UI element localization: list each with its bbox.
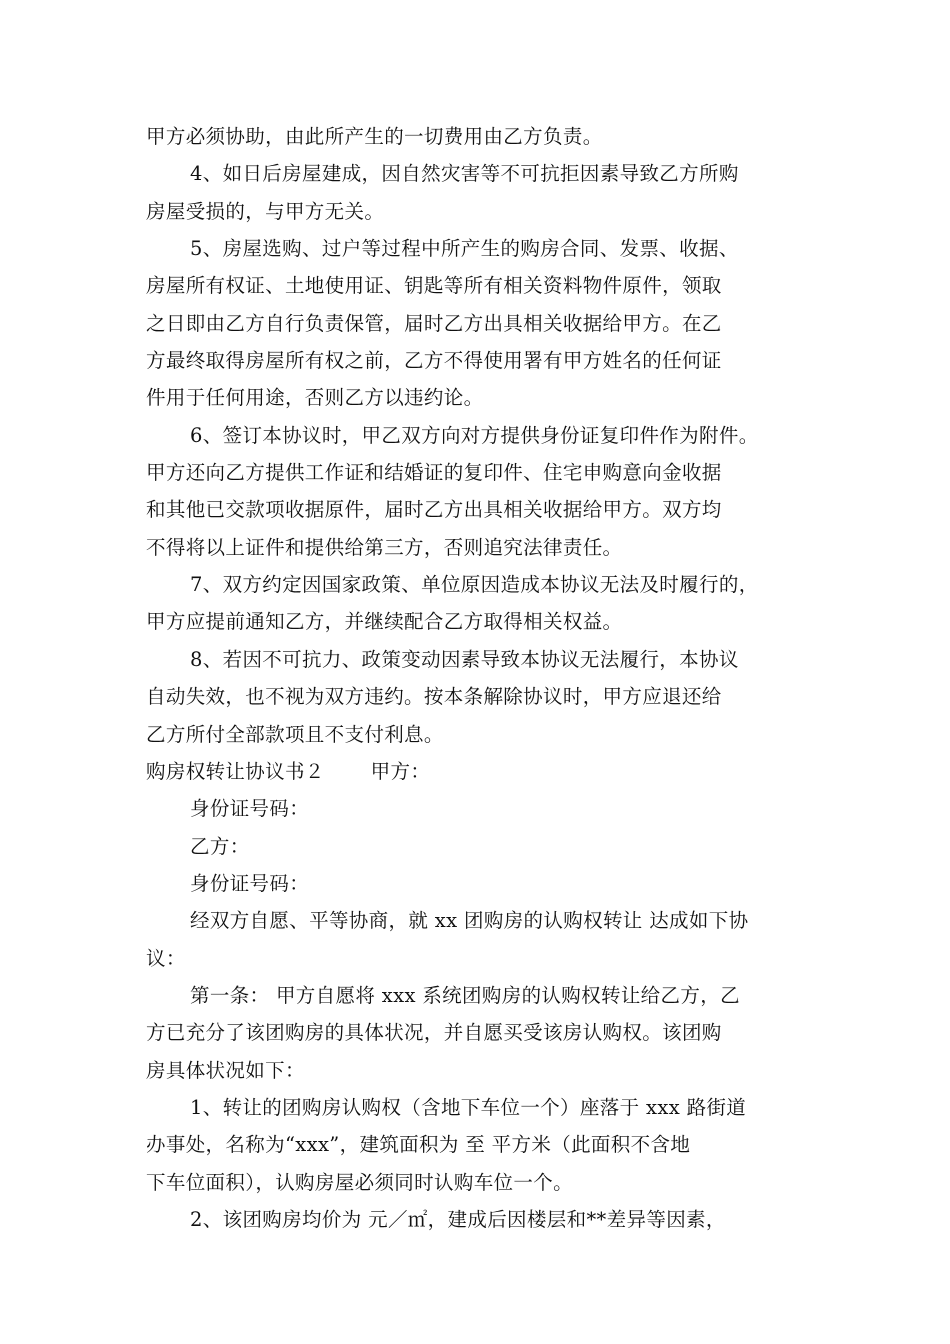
item-2-line: 2、该团购房均价为 元／㎡，建成后因楼层和**差异等因素， [190, 1207, 726, 1231]
text-line: 甲方必须协助，由此所产生的一切费用由乙方负责。 [146, 125, 603, 148]
text-line: 甲方应提前通知乙方，并继续配合乙方取得相关权益。 [146, 610, 623, 634]
article-1-line: 第一条： 甲方自愿将 xxx 系统团购房的认购权转让给乙方，乙 [190, 983, 740, 1007]
text-line: 方最终取得房屋所有权之前，乙方不得使用署有甲方姓名的任何证 [146, 349, 722, 373]
text-line: 件用于任何用途，否则乙方以违约论。 [146, 386, 484, 410]
text-line: 之日即由乙方自行负责保管，届时乙方出具相关收据给甲方。在乙 [146, 311, 722, 335]
clause-7-line: 7、双方约定因国家政策、单位原因造成本协议无法及时履行的， [190, 573, 759, 597]
text-line: 甲方还向乙方提供工作证和结婚证的复印件、住宅申购意向金收据 [146, 461, 722, 485]
party-b-id-label: 身份证号码： [190, 871, 310, 895]
text-line: 房屋所有权证、土地使用证、钥匙等所有相关资料物件原件，领取 [146, 274, 722, 298]
clause-5-line: 5、房屋选购、过户等过程中所产生的购房合同、发票、收据、 [190, 237, 739, 261]
clause-6-line: 6、签订本协议时，甲乙双方向对方提供身份证复印件作为附件。 [190, 423, 759, 447]
item-1-line: 1、转让的团购房认购权（含地下车位一个）座落于 xxx 路街道 [190, 1095, 747, 1119]
text-line: 方已充分了该团购房的具体状况，并自愿买受该房认购权。该团购 [146, 1021, 722, 1045]
party-a-label: 甲方： [370, 759, 431, 783]
text-line: 下车位面积），认购房屋必须同时认购车位一个。 [146, 1170, 573, 1194]
document-body [146, 118, 822, 1238]
party-a-id-label: 身份证号码： [190, 797, 310, 821]
text-line: 不得将以上证件和提供给第三方，否则追究法律责任。 [146, 535, 623, 559]
text-line: 和其他已交款项收据原件，届时乙方出具相关收据给甲方。双方均 [146, 498, 722, 522]
text-line: 自动失效，也不视为双方违约。按本条解除协议时，甲方应退还给 [146, 685, 722, 709]
text-line: 房具体状况如下： [146, 1058, 305, 1082]
party-b-label: 乙方： [190, 834, 250, 858]
agreement-heading [146, 753, 822, 790]
text-line: 房屋受损的，与甲方无关。 [146, 199, 385, 223]
clause-4-line: 4、如日后房屋建成，因自然灾害等不可抗拒因素导致乙方所购 [190, 162, 739, 186]
preamble-line: 经双方自愿、平等协商，就 xx 团购房的认购权转让 达成如下协 [190, 909, 749, 933]
text-line: 办事处，名称为“xxx”，建筑面积为 至 平方米（此面积不含地 [146, 1133, 691, 1157]
text-line: 议： [146, 946, 186, 970]
agreement-title: 购房权转让协议书２ [146, 759, 325, 783]
clause-8-line: 8、若因不可抗力、政策变动因素导致本协议无法履行，本协议 [190, 647, 739, 671]
text-line: 乙方所付全部款项且不支付利息。 [146, 722, 444, 746]
